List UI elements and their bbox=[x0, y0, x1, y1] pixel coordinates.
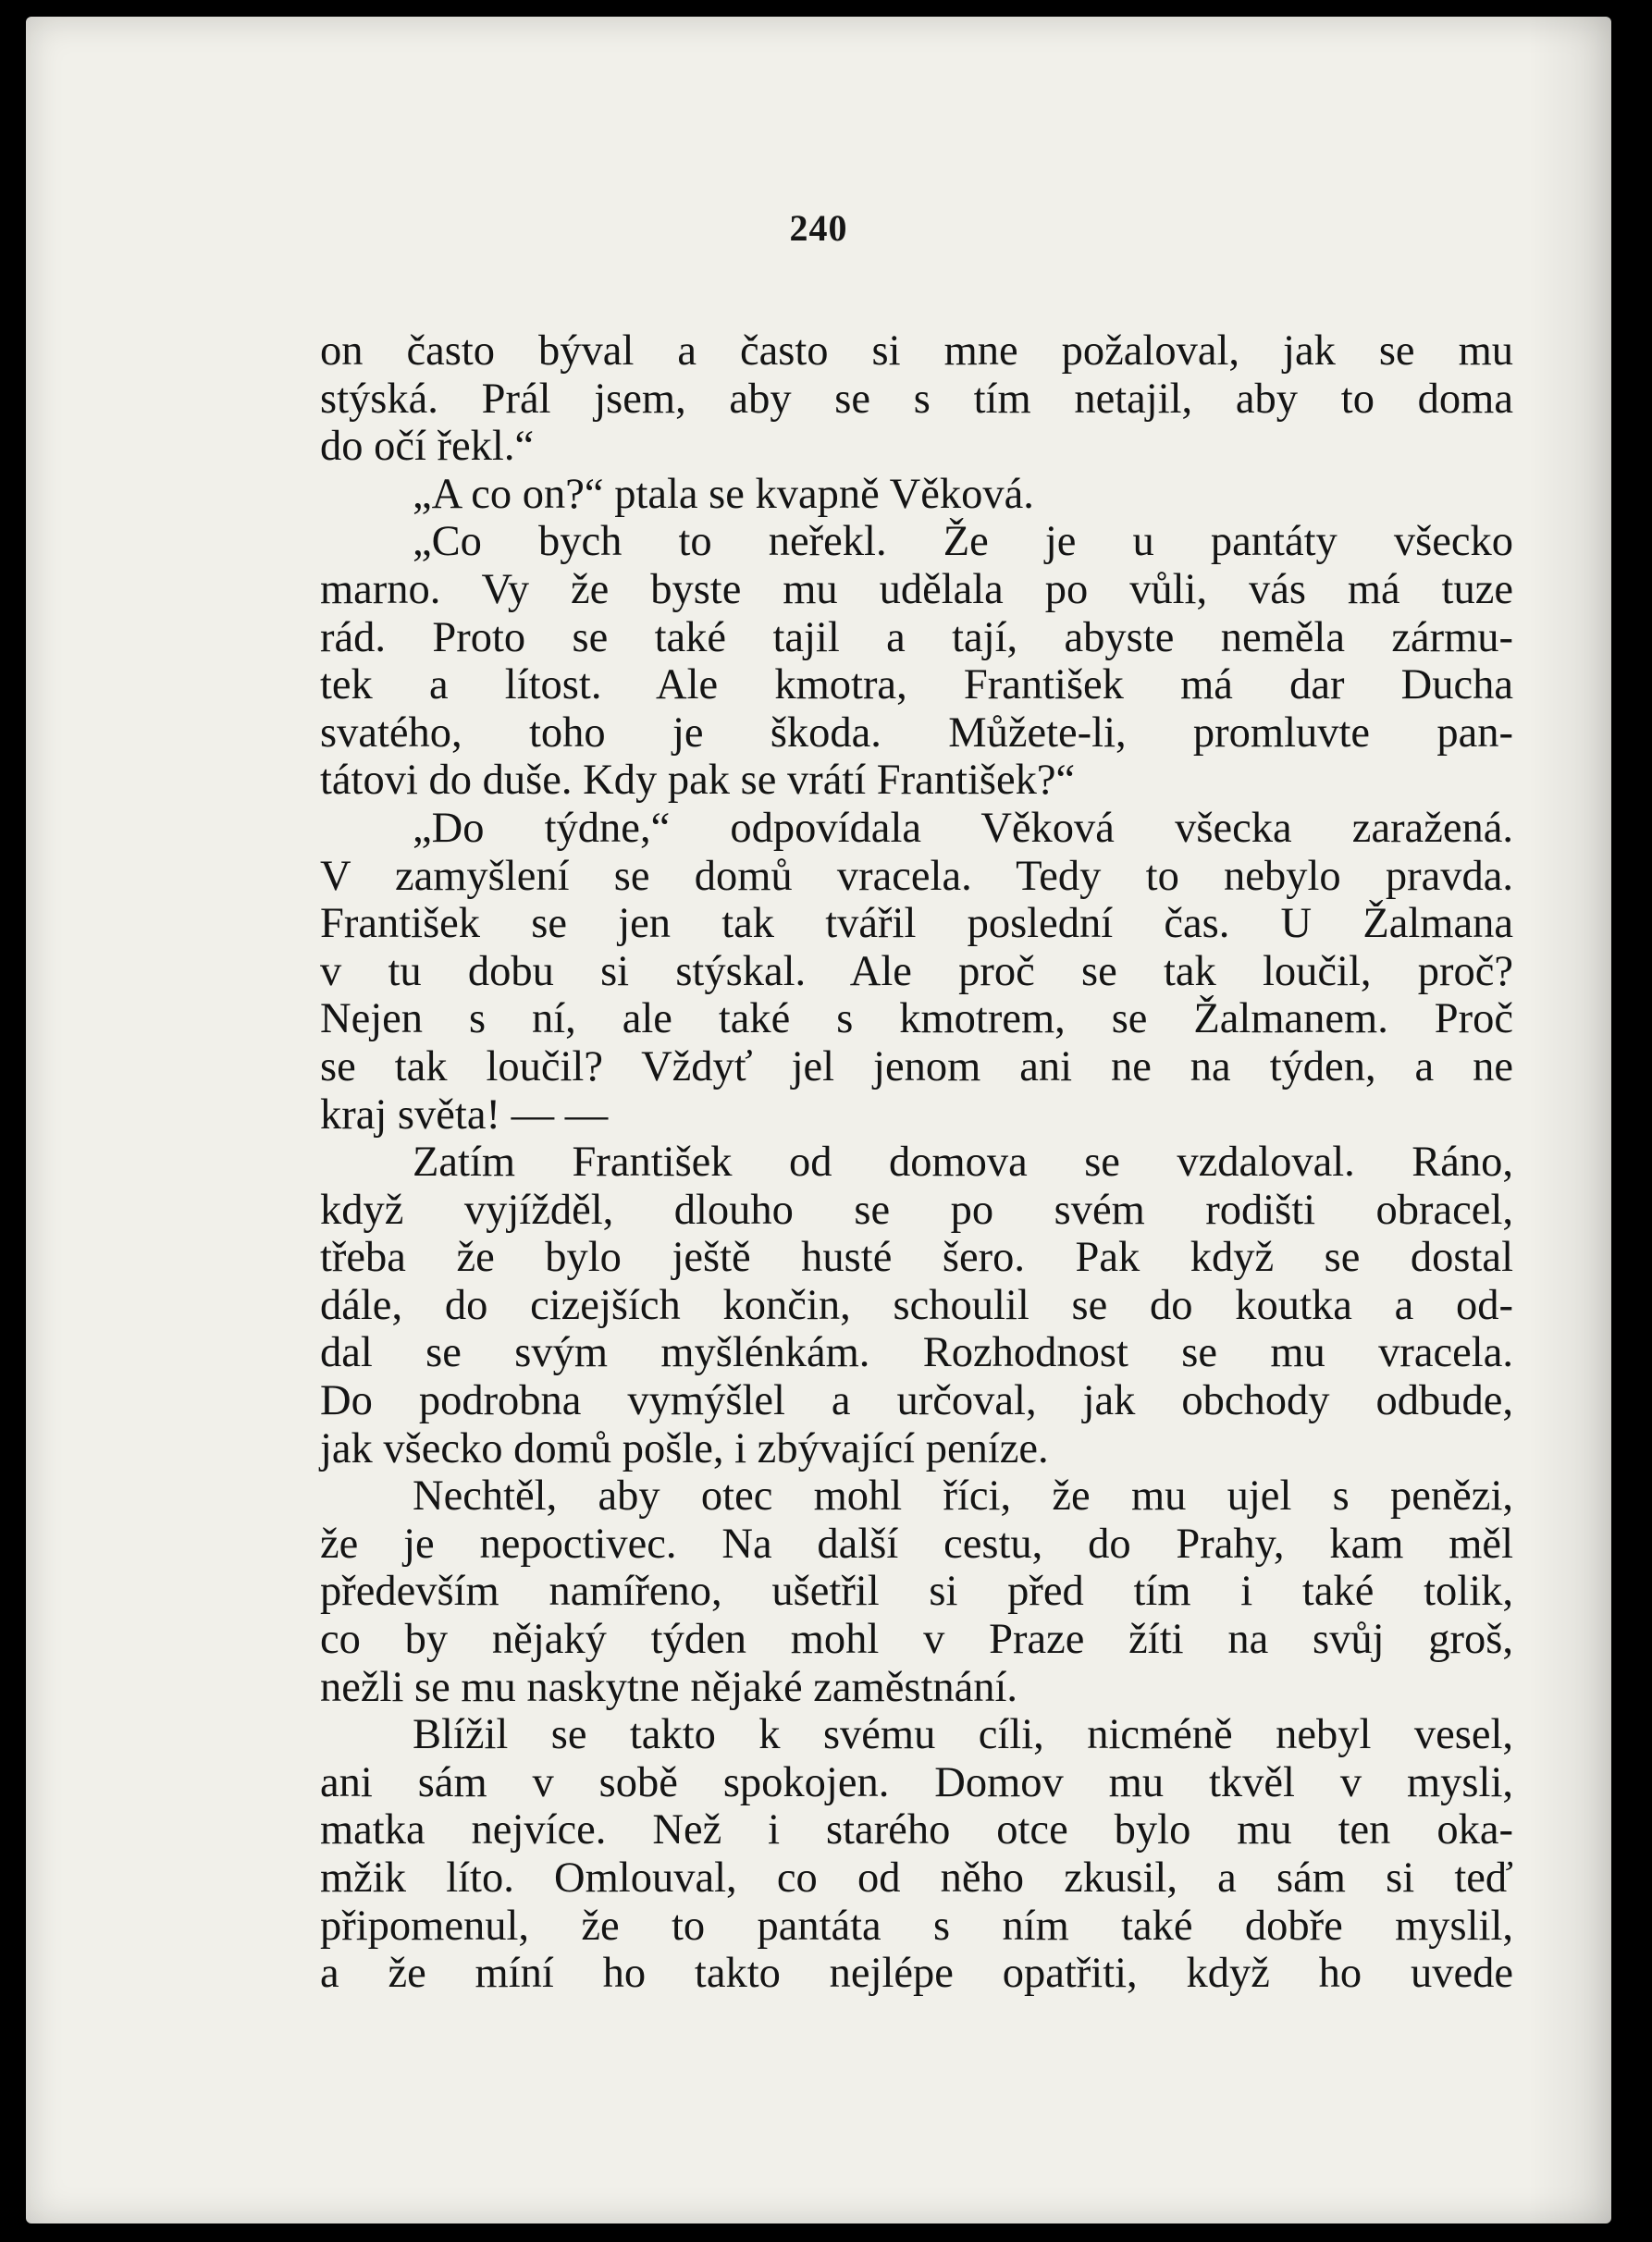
text-line: v tu dobu si stýskal. Ale proč se tak loučil, proč? bbox=[320, 947, 1513, 995]
text-line: dále, do cizejších končin, schoulil se do koutka a od- bbox=[320, 1281, 1513, 1329]
text-line: kraj světa! — — bbox=[320, 1090, 609, 1139]
text-line: „A co on?“ ptala se kvapně Věková. bbox=[413, 470, 1034, 518]
text-line: rád. Proto se také tajil a tají, abyste neměla zármu- bbox=[320, 613, 1513, 661]
text-line: svatého, toho je škoda. Můžete-li, promluvte pan- bbox=[320, 708, 1513, 757]
page-edge-shadow bbox=[1528, 17, 1611, 2224]
text-line: když vyjížděl, dlouho se po svém rodišti obracel, bbox=[320, 1186, 1513, 1234]
text-line: Nejen s ní, ale také s kmotrem, se Žalmanem. Proč bbox=[320, 995, 1513, 1043]
text-line: připomenul, že to pantáta s ním také dobře myslil, bbox=[320, 1902, 1513, 1950]
text-line: třeba že bylo ještě husté šero. Pak když se dostal bbox=[320, 1234, 1513, 1282]
text-line: Do podrobna vymýšlel a určoval, jak obchody odbude, bbox=[320, 1377, 1513, 1425]
text-line: matka nejvíce. Než i starého otce bylo mu ten oka- bbox=[320, 1806, 1513, 1854]
text-line: co by nějaký týden mohl v Praze žíti na svůj groš, bbox=[320, 1616, 1513, 1664]
text-line: Zatím František od domova se vzdaloval. Ráno, bbox=[413, 1139, 1513, 1187]
book-page bbox=[26, 17, 1611, 2224]
text-line: a že míní ho takto nejlépe opatřiti, když ho uvede bbox=[320, 1950, 1513, 1998]
text-line: „Do týdne,“ odpovídala Věková všecka zaražená. bbox=[413, 804, 1513, 852]
text-line: do očí řekl.“ bbox=[320, 423, 535, 471]
text-line: Blížil se takto k svému cíli, nicméně nebyl vesel, bbox=[413, 1711, 1513, 1759]
text-line: V zamyšlení se domů vracela. Tedy to nebylo pravda. bbox=[320, 852, 1513, 900]
text-line: že je nepoctivec. Na další cestu, do Prahy, kam měl bbox=[320, 1520, 1513, 1568]
text-line: dal se svým myšlénkám. Rozhodnost se mu vracela. bbox=[320, 1329, 1513, 1377]
text-line: ani sám v sobě spokojen. Domov mu tkvěl v mysli, bbox=[320, 1758, 1513, 1806]
text-line: jak všecko domů pošle, i zbývající peníze. bbox=[320, 1424, 1049, 1472]
text-line: on často býval a často si mne požaloval, jak se mu bbox=[320, 327, 1513, 375]
text-line: tek a lítost. Ale kmotra, František má dar Ducha bbox=[320, 661, 1513, 709]
body-text bbox=[320, 327, 1513, 1998]
text-line: mžik líto. Omlouval, co od něho zkusil, a sám si teď bbox=[320, 1854, 1513, 1902]
text-line: „Co bych to neřekl. Že je u pantáty všecko bbox=[413, 518, 1513, 566]
text-line: Nechtěl, aby otec mohl říci, že mu ujel s penězi, bbox=[413, 1472, 1513, 1521]
text-line: nežli se mu naskytne nějaké zaměstnání. bbox=[320, 1663, 1018, 1711]
text-line: tátovi do duše. Kdy pak se vrátí František?“ bbox=[320, 757, 1076, 805]
text-line: marno. Vy že byste mu udělala po vůli, vás má tuze bbox=[320, 565, 1513, 613]
text-line: stýská. Prál jsem, aby se s tím netajil, aby to doma bbox=[320, 375, 1513, 423]
page-number: 240 bbox=[789, 207, 848, 249]
text-line: František se jen tak tvářil poslední čas. U Žalmana bbox=[320, 900, 1513, 948]
text-line: se tak loučil? Vždyť jel jenom ani ne na týden, a ne bbox=[320, 1042, 1513, 1090]
text-line: především namířeno, ušetřil si před tím i také tolik, bbox=[320, 1568, 1513, 1616]
